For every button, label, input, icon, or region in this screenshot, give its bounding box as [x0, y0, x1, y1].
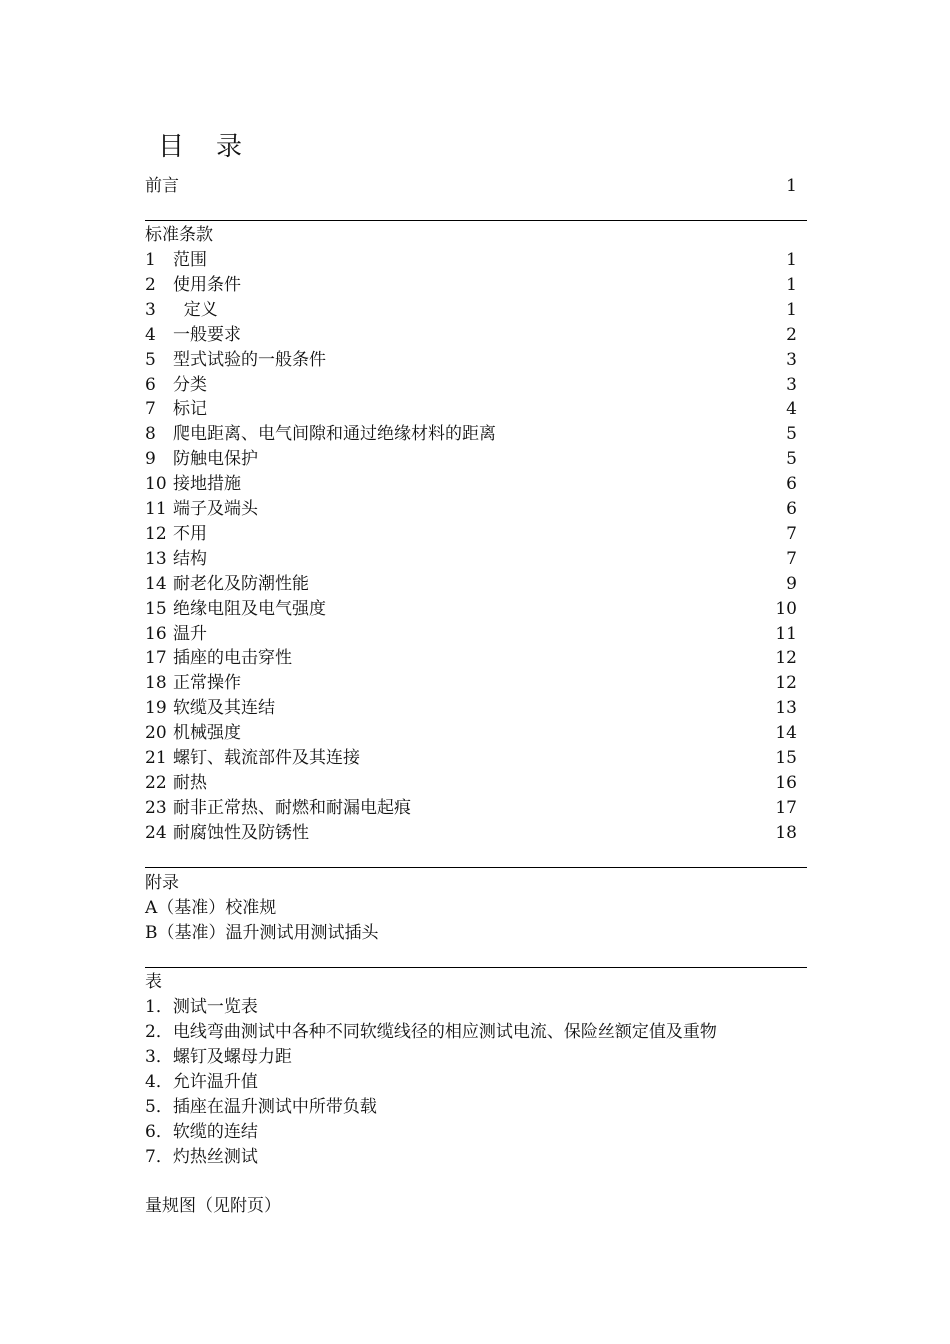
appendix-item[interactable]: B（基准）温升测试用测试插头 — [145, 923, 379, 943]
section-heading-appendix: 附录 — [145, 873, 179, 893]
toc-entry[interactable] — [145, 422, 797, 446]
entry-page: 1 — [786, 299, 797, 320]
toc-entry[interactable] — [145, 298, 797, 322]
section-heading-tables: 表 — [145, 972, 162, 992]
entry-label: 标记 — [173, 399, 207, 420]
entry-number: 11 — [145, 499, 167, 519]
toc-entry[interactable] — [145, 348, 797, 372]
entry-label: 螺钉、载流部件及其连接 — [173, 748, 360, 768]
table-item[interactable]: 4．允许温升值 — [145, 1072, 258, 1092]
entry-number: 12 — [145, 523, 167, 544]
entry-page: 13 — [775, 698, 797, 719]
entry-page: 1 — [786, 176, 797, 196]
entry-number: 18 — [145, 673, 167, 694]
entry-number: 3 — [145, 299, 156, 320]
table-item[interactable]: 2．电线弯曲测试中各种不同软缆线径的相应测试电流、保险丝额定值及重物 — [145, 1022, 717, 1042]
entry-number: 20 — [145, 723, 167, 744]
entry-number: 19 — [145, 698, 167, 719]
entry-number: 13 — [145, 548, 167, 569]
entry-number: 8 — [145, 424, 156, 445]
toc-entry[interactable] — [145, 522, 797, 546]
table-item[interactable]: 5．插座在温升测试中所带负载 — [145, 1097, 377, 1117]
table-item[interactable]: 7．灼热丝测试 — [145, 1147, 258, 1167]
entry-number: 21 — [145, 748, 167, 768]
entry-number: 2 — [145, 274, 156, 295]
toc-entry[interactable] — [145, 273, 797, 297]
entry-label: 绝缘电阻及电气强度 — [173, 598, 326, 619]
toc-entry[interactable] — [145, 771, 797, 795]
divider — [145, 220, 807, 221]
toc-entry[interactable] — [145, 796, 797, 820]
entry-page: 15 — [775, 748, 797, 768]
toc-entry[interactable] — [145, 696, 797, 720]
entry-label: 接地措施 — [173, 474, 241, 495]
entry-number: 17 — [145, 648, 167, 669]
entry-label: 温升 — [173, 623, 207, 644]
entry-label: 不用 — [173, 523, 207, 544]
toc-entry[interactable] — [145, 373, 797, 397]
entry-label: 正常操作 — [173, 673, 241, 694]
entry-number: 15 — [145, 598, 167, 619]
toc-entry[interactable] — [145, 323, 797, 347]
entry-label: 防触电保护 — [173, 449, 258, 470]
entry-page: 14 — [775, 723, 797, 744]
toc-entry[interactable] — [145, 547, 797, 571]
entry-label: 耐非正常热、耐燃和耐漏电起痕 — [173, 797, 411, 818]
entry-label: 前言 — [145, 176, 179, 196]
table-item[interactable]: 1．测试一览表 — [145, 997, 258, 1017]
toc-entry[interactable] — [145, 497, 797, 521]
entry-number: 14 — [145, 573, 167, 594]
toc-entry[interactable] — [145, 397, 797, 421]
toc-entry[interactable] — [145, 572, 797, 596]
appendix-item[interactable]: A（基准）校准规 — [145, 898, 277, 918]
entry-label: 机械强度 — [173, 723, 241, 744]
entry-label: 插座的电击穿性 — [173, 648, 292, 669]
divider — [145, 867, 807, 868]
entry-page: 10 — [775, 598, 797, 619]
entry-page: 6 — [786, 499, 797, 519]
toc-entry-preface[interactable] — [145, 174, 797, 198]
entry-label: 型式试验的一般条件 — [173, 349, 326, 370]
entry-page: 2 — [786, 324, 797, 345]
entry-label: 耐老化及防潮性能 — [173, 573, 309, 594]
entry-number: 1 — [145, 250, 156, 270]
toc-entry[interactable] — [145, 746, 797, 770]
entry-number: 7 — [145, 399, 156, 420]
entry-page: 9 — [786, 573, 797, 594]
entry-label: 耐热 — [173, 772, 207, 793]
entry-page: 1 — [786, 274, 797, 295]
entry-label: 耐腐蚀性及防锈性 — [173, 822, 309, 843]
entry-label: 一般要求 — [173, 324, 241, 345]
entry-label: 定义 — [173, 299, 218, 320]
entry-page: 3 — [786, 349, 797, 370]
toc-entry[interactable] — [145, 646, 797, 670]
entry-page: 7 — [786, 548, 797, 569]
entry-number: 23 — [145, 797, 167, 818]
toc-entry[interactable] — [145, 622, 797, 646]
toc-entry[interactable] — [145, 597, 797, 621]
entry-label: 使用条件 — [173, 274, 241, 295]
entry-page: 3 — [786, 374, 797, 395]
entry-label: 分类 — [173, 374, 207, 395]
entry-number: 10 — [145, 474, 167, 495]
title-char-2: 录 — [216, 132, 245, 162]
toc-entry[interactable] — [145, 472, 797, 496]
entry-page: 12 — [775, 673, 797, 694]
divider — [145, 967, 807, 968]
entry-number: 5 — [145, 349, 156, 370]
entry-label: 端子及端头 — [173, 499, 258, 519]
entry-page: 5 — [786, 424, 797, 445]
entry-page: 12 — [775, 648, 797, 669]
entry-label: 软缆及其连结 — [173, 698, 275, 719]
toc-entry[interactable] — [145, 447, 797, 471]
toc-entry[interactable] — [145, 671, 797, 695]
entry-number: 4 — [145, 324, 156, 345]
entry-page: 16 — [775, 772, 797, 793]
title-char-1: 目 — [158, 132, 187, 162]
entry-label: 范围 — [173, 250, 207, 270]
entry-page: 6 — [786, 474, 797, 495]
table-item[interactable]: 6．软缆的连结 — [145, 1122, 258, 1142]
gauge-drawings-note[interactable]: 量规图（见附页） — [145, 1196, 281, 1216]
entry-label: 爬电距离、电气间隙和通过绝缘材料的距离 — [173, 424, 496, 445]
toc-entry[interactable] — [145, 248, 797, 272]
entry-page: 1 — [786, 250, 797, 270]
entry-number: 22 — [145, 772, 167, 793]
entry-page: 4 — [786, 399, 797, 420]
toc-entry[interactable] — [145, 821, 797, 845]
entry-number: 9 — [145, 449, 156, 470]
entry-page: 18 — [775, 822, 797, 843]
entry-page: 11 — [775, 623, 797, 644]
entry-page: 17 — [775, 797, 797, 818]
entry-number: 6 — [145, 374, 156, 395]
entry-number: 24 — [145, 822, 167, 843]
entry-page: 7 — [786, 523, 797, 544]
entry-label: 结构 — [173, 548, 207, 569]
toc-entry[interactable] — [145, 721, 797, 745]
toc-title — [158, 126, 244, 163]
entry-page: 5 — [786, 449, 797, 470]
section-heading-clauses: 标准条款 — [145, 225, 213, 245]
table-item[interactable]: 3．螺钉及螺母力距 — [145, 1047, 292, 1067]
entry-number: 16 — [145, 623, 167, 644]
